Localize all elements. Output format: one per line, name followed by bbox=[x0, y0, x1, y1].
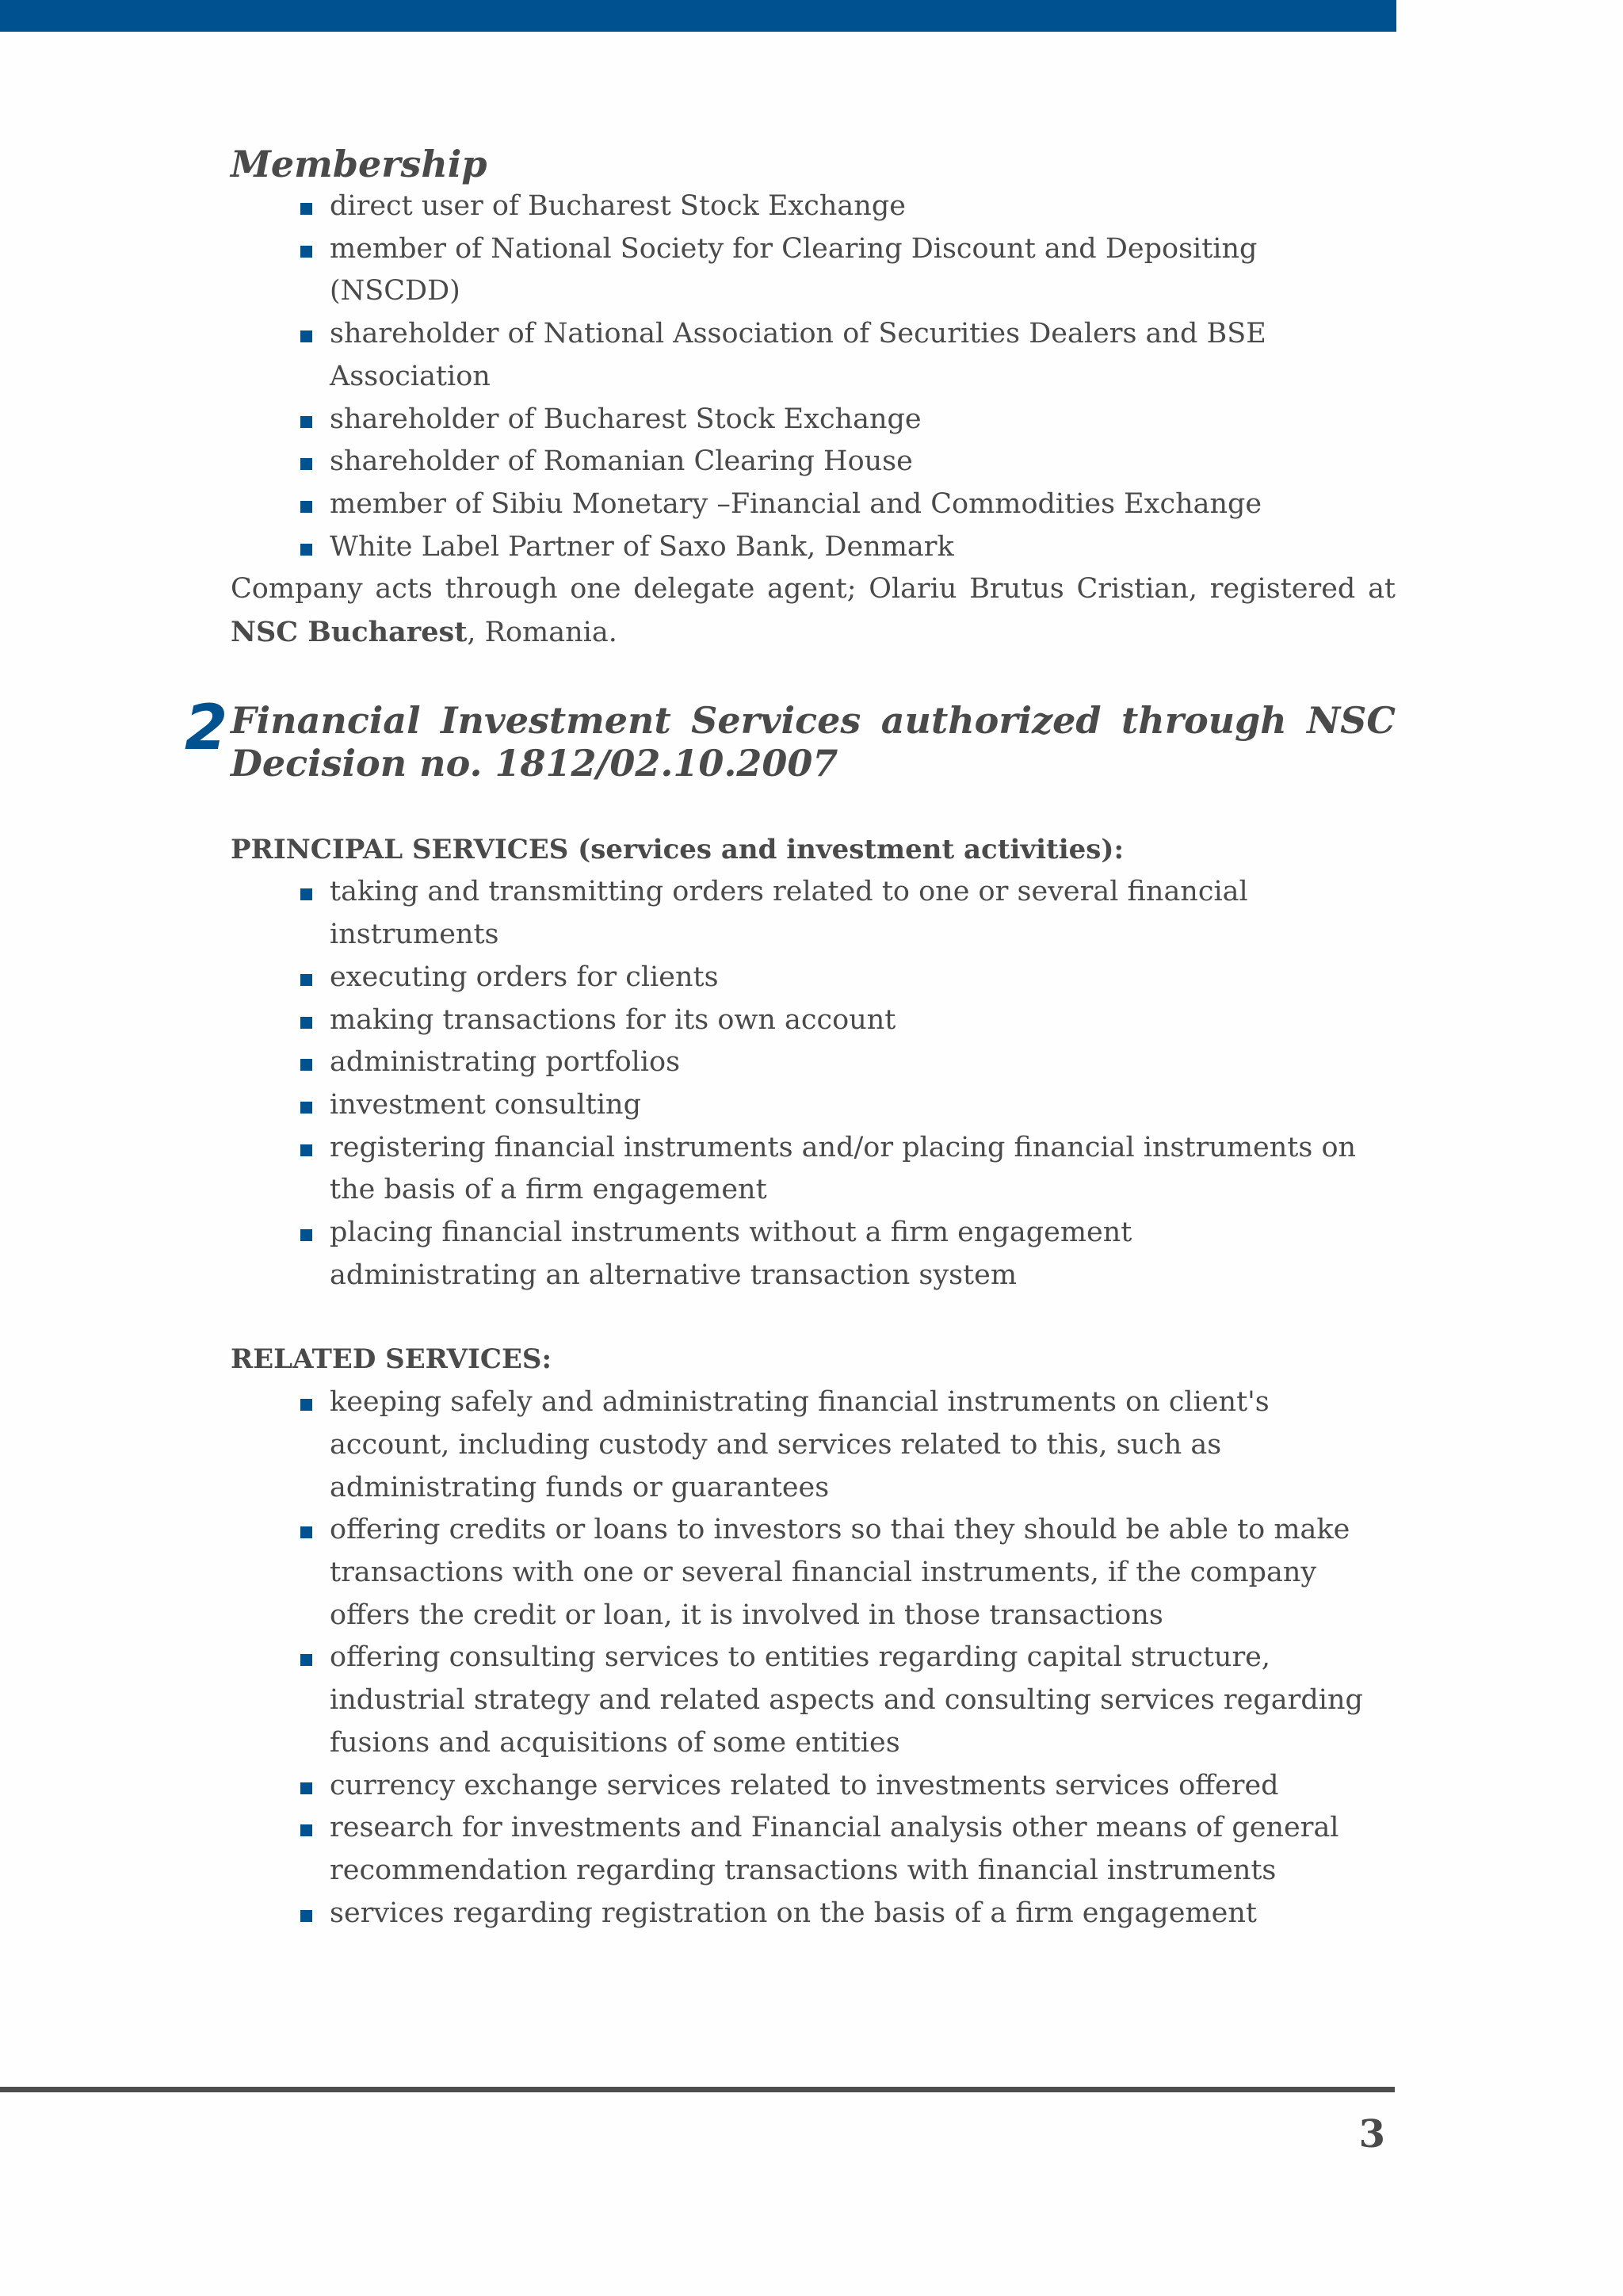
related-services-list bbox=[231, 1381, 1396, 1935]
bullet-square-icon bbox=[300, 888, 312, 900]
membership-list bbox=[231, 185, 1396, 568]
list-item: direct user of Bucharest Stock Exchange bbox=[330, 185, 1396, 228]
list-item: shareholder of Bucharest Stock Exchange bbox=[330, 399, 1396, 441]
bullet-square-icon bbox=[300, 501, 312, 513]
list-item: administrating portfolios bbox=[330, 1041, 1396, 1084]
bullet-square-icon bbox=[300, 1526, 312, 1538]
bullet-square-icon bbox=[300, 1017, 312, 1029]
list-item: shareholder of Romanian Clearing House bbox=[330, 441, 1396, 483]
bullet-square-icon bbox=[300, 974, 312, 986]
registration-location: NSC Bucharest bbox=[231, 616, 468, 649]
bullet-square-icon bbox=[300, 203, 312, 215]
principal-services-list bbox=[231, 871, 1396, 1297]
section-heading: Financial Investment Services authorized through NSC Decision no. 1812/02.10.2007 bbox=[231, 698, 1396, 785]
bullet-square-icon bbox=[300, 1824, 312, 1836]
list-item: registering financial instruments and/or placing financial instruments on the basis of a firm engagement bbox=[330, 1127, 1396, 1212]
bullet-square-icon bbox=[300, 246, 312, 258]
list-item: offering consulting services to entities regarding capital structure, industrial strategy and related aspects and consulting services regarding fusions and acquisitions of some entities bbox=[330, 1637, 1396, 1764]
list-item: offering credits or loans to investors so thai they should be able to make transactions with one or several financial instruments, if the company offers the credit or loan, it is involved in those transactions bbox=[330, 1509, 1396, 1637]
delegate-agent-paragraph: Company acts through one delegate agent; Olariu Brutus Cristian, registered at NSC Bucharest, Romania. bbox=[231, 573, 1396, 649]
bullet-square-icon bbox=[300, 1910, 312, 1922]
bullet-square-icon bbox=[300, 1102, 312, 1114]
page-number: 3 bbox=[1358, 2112, 1385, 2157]
list-item: services regarding registration on the basis of a firm engagement bbox=[330, 1893, 1396, 1935]
bullet-square-icon bbox=[300, 1399, 312, 1411]
related-services-heading: RELATED SERVICES: bbox=[231, 1343, 552, 1376]
membership-heading: Membership bbox=[231, 143, 487, 185]
principal-services-heading: PRINCIPAL SERVICES (services and investment activities): bbox=[231, 833, 1125, 865]
footer-rule bbox=[0, 2087, 1395, 2092]
bullet-square-icon bbox=[300, 416, 312, 428]
bullet-square-icon bbox=[300, 330, 312, 342]
list-item: making transactions for its own account bbox=[330, 999, 1396, 1042]
list-item: keeping safely and administrating financial instruments on client's account, including custody and services related to this, such as administrating funds or guarantees bbox=[330, 1381, 1396, 1509]
list-item: member of National Society for Clearing Discount and Depositing (NSCDD) bbox=[330, 228, 1396, 313]
list-item-continuation: administrating an alternative transaction system bbox=[330, 1259, 1018, 1291]
page-content bbox=[185, 143, 1396, 1935]
list-item: shareholder of National Association of Securities Dealers and BSE Association bbox=[330, 313, 1396, 398]
bullet-square-icon bbox=[300, 1654, 312, 1666]
section-financial-services bbox=[185, 692, 1396, 1935]
list-item: member of Sibiu Monetary –Financial and Commodities Exchange bbox=[330, 483, 1396, 526]
bullet-square-icon bbox=[300, 458, 312, 470]
list-item: executing orders for clients bbox=[330, 957, 1396, 999]
list-item: currency exchange services related to investments services offered bbox=[330, 1765, 1396, 1808]
list-item: investment consulting bbox=[330, 1084, 1396, 1127]
bullet-square-icon bbox=[300, 1059, 312, 1071]
list-item: taking and transmitting orders related to one or several financial instruments bbox=[330, 871, 1396, 956]
list-item: placing financial instruments without a firm engagement bbox=[330, 1212, 1396, 1255]
bullet-square-icon bbox=[300, 544, 312, 556]
list-item: White Label Partner of Saxo Bank, Denmark bbox=[330, 526, 1396, 569]
section-number: 2 bbox=[185, 692, 228, 764]
bullet-square-icon bbox=[300, 1144, 312, 1156]
list-item: research for investments and Financial analysis other means of general recommendation regarding transactions with financial instruments bbox=[330, 1807, 1396, 1892]
bullet-square-icon bbox=[300, 1782, 312, 1794]
header-accent-bar bbox=[0, 0, 1396, 32]
bullet-square-icon bbox=[300, 1229, 312, 1241]
